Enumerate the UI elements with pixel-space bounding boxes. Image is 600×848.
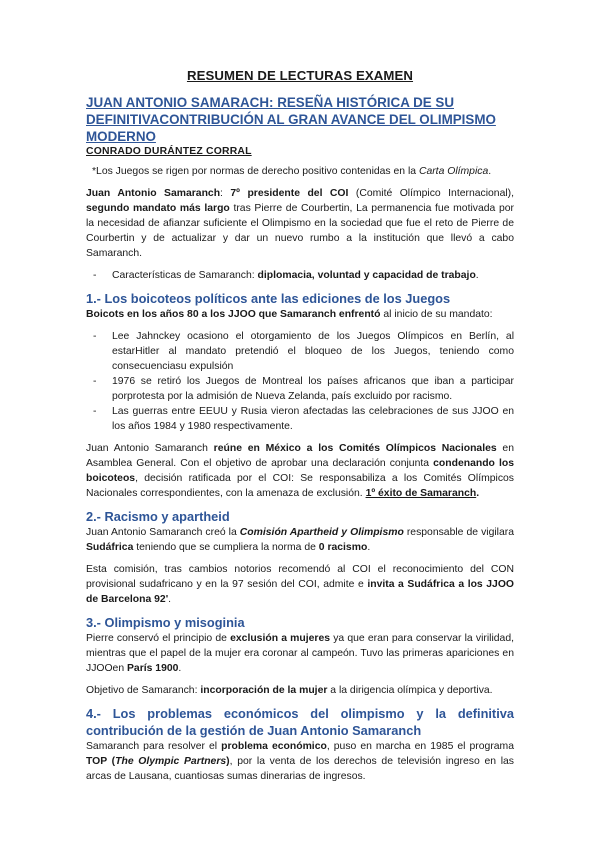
intro-list (86, 268, 514, 283)
section-4-paragraph-1: Samaranch para resolver el problema económico, puso en marcha en 1985 el programa TOP (The Olympic Partners), por la venta de los derechos de televisión ingreso en las arcas de Lausana, cuantiosas sumas dinerarias de ingresos. (86, 741, 514, 782)
section-heading-1: 1.- Los boicoteos políticos ante las ediciones de los Juegos (86, 291, 451, 306)
list-item: - Lee Jahnckey ocasiono el otorgamiento de los Juegos Olímpicos en Berlín, al estarHitler al mandato pretendió el bloqueo de los Juegos, teniendo como consecuenciasu expulsión (86, 329, 514, 374)
section-2-paragraph-2: Esta comisión, tras cambios notorios recomendó al COI el reconocimiento del CON provisional sudafricano y en la 97 sesión del COI, admite e invita a Sudáfrica a los JJOO de Barcelona 92'. (86, 564, 514, 605)
section-heading-4: 4.- Los problemas económicos del olimpismo y la definitiva contribución de la gestión de Juan Antonio Samaranch (86, 706, 514, 738)
section-1-list (86, 329, 514, 434)
list-item: - 1976 se retiró los Juegos de Montreal los países africanos que iban a participar porprotesta por la admisión de Nueva Zelanda, país excluido por racismo. (86, 374, 514, 404)
section-2-paragraph-1: Juan Antonio Samaranch creó la Comisión Apartheid y Olimpismo responsable de vigilara Sudáfrica teniendo que se cumpliera la norma de 0 racismo. (86, 527, 514, 553)
section-1-paragraph-1: Boicots en los años 80 a los JJOO que Samaranch enfrentó al inicio de su mandato: (86, 309, 493, 320)
section-1-paragraph-2: Juan Antonio Samaranch reúne en México a los Comités Olímpicos Nacionales en Asamblea General. Con el objetivo de aprobar una declaración conjunta condenando los boicoteos, decisión ratificada por el COI: Se responsabiliza a los Comités Olímpicos Nacionales correspondientes, con la amenaza de exclusión. 1º éxito de Samaranch. (86, 443, 514, 499)
article-title: JUAN ANTONIO SAMARACH: RESEÑA HISTÓRICA DE SU DEFINITIVACONTRIBUCIÓN AL GRAN AVANCE DEL OLIMPISMO MODERNO (86, 95, 496, 144)
section-heading-3: 3.- Olimpismo y misoginia (86, 615, 245, 630)
document-title: RESUMEN DE LECTURAS EXAMEN (186, 68, 414, 83)
section-heading-2: 2.- Racismo y apartheid (86, 509, 230, 524)
list-item: - Las guerras entre EEUU y Rusia vieron afectadas las celebraciones de sus JJOO en los años 1984 y 1980 respectivamente. (86, 404, 514, 434)
intro-paragraph-2: Juan Antonio Samaranch: 7º presidente del COI (Comité Olímpico Internacional), segundo mandato más largo tras Pierre de Courbertin, La permanencia fue motivada por la necesidad de afianzar suficiente el Olimpismo en la sociedad que fue el reto de Pierre de Courbertin y de actualizar y dar un nuevo rumbo a la institución que llevó a cabo Samaranch. (86, 188, 514, 259)
section-3-paragraph-2: Objetivo de Samaranch: incorporación de la mujer a la dirigencia olímpica y deportiva. (86, 685, 493, 696)
section-3-paragraph-1: Pierre conservó el principio de exclusión a mujeres ya que eran para conservar la virilidad, mientras que el papel de la mujer era coronar al campeón. Tuvo las primeras apariciones en JJOOen París 1900. (86, 633, 514, 674)
intro-paragraph-1: *Los Juegos se rigen por normas de derecho positivo contenidas en la Carta Olímpica. (92, 166, 492, 177)
list-item: - Características de Samaranch: diplomacia, voluntad y capacidad de trabajo. (86, 268, 514, 283)
author-name: CONRADO DURÁNTEZ CORRAL (86, 146, 252, 157)
